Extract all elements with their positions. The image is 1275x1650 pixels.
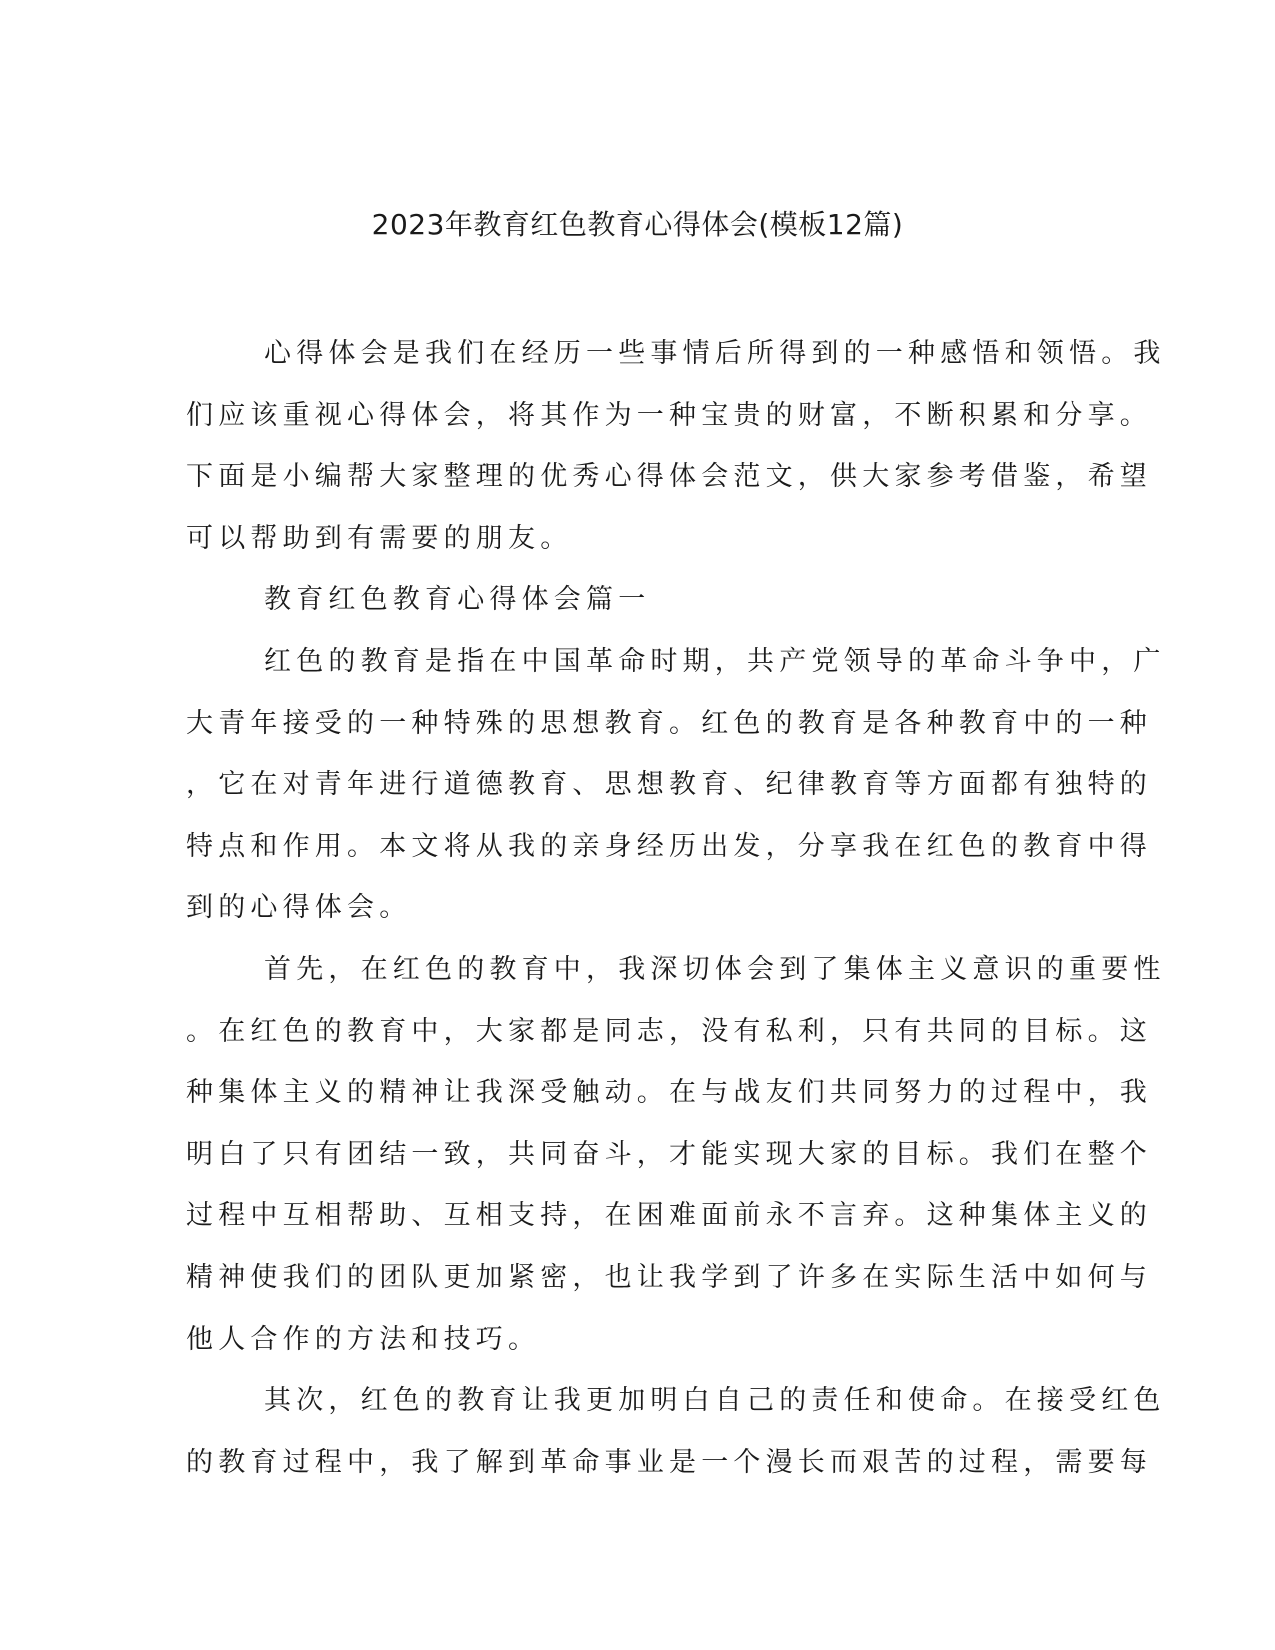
paragraph-line: 大青年接受的一种特殊的思想教育。红色的教育是各种教育中的一种 [186, 707, 1152, 739]
paragraph-line: 明白了只有团结一致，共同奋斗，才能实现大家的目标。我们在整个 [186, 1138, 1152, 1170]
paragraph-line: 他人合作的方法和技巧。 [186, 1323, 541, 1355]
paragraph-line: 们应该重视心得体会，将其作为一种宝贵的财富，不断积累和分享。 [186, 399, 1152, 431]
paragraph-line: 其次，红色的教育让我更加明白自己的责任和使命。在接受红色 [264, 1385, 1166, 1417]
paragraph-line: 下面是小编帮大家整理的优秀心得体会范文，供大家参考借鉴，希望 [186, 461, 1152, 493]
paragraph-line: 特点和作用。本文将从我的亲身经历出发，分享我在红色的教育中得 [186, 830, 1152, 862]
paragraph-line: 到的心得体会。 [186, 892, 412, 924]
paragraph-line: ，它在对青年进行道德教育、思想教育、纪律教育等方面都有独特的 [186, 769, 1152, 801]
paragraph-line: 红色的教育是指在中国革命时期，共产党领导的革命斗争中，广 [264, 645, 1166, 677]
paragraph-line: 心得体会是我们在经历一些事情后所得到的一种感悟和领悟。我 [264, 338, 1166, 369]
paragraph-line: 精神使我们的团队更加紧密，也让我学到了许多在实际生活中如何与 [186, 1261, 1152, 1293]
section-heading: 教育红色教育心得体会篇一 [264, 584, 651, 616]
paragraph-line: 首先，在红色的教育中，我深切体会到了集体主义意识的重要性 [264, 953, 1166, 985]
paragraph-line: 。在红色的教育中，大家都是同志，没有私利，只有共同的目标。这 [186, 1015, 1152, 1047]
paragraph-line: 可以帮助到有需要的朋友。 [186, 522, 573, 554]
paragraph-line: 种集体主义的精神让我深受触动。在与战友们共同努力的过程中，我 [186, 1077, 1152, 1109]
document-title: 2023年教育红色教育心得体会(模板12篇) [371, 208, 904, 241]
paragraph-line: 的教育过程中，我了解到革命事业是一个漫长而艰苦的过程，需要每 [186, 1446, 1152, 1478]
paragraph-line: 过程中互相帮助、互相支持，在困难面前永不言弃。这种集体主义的 [186, 1200, 1152, 1232]
document-body [186, 323, 1166, 1493]
